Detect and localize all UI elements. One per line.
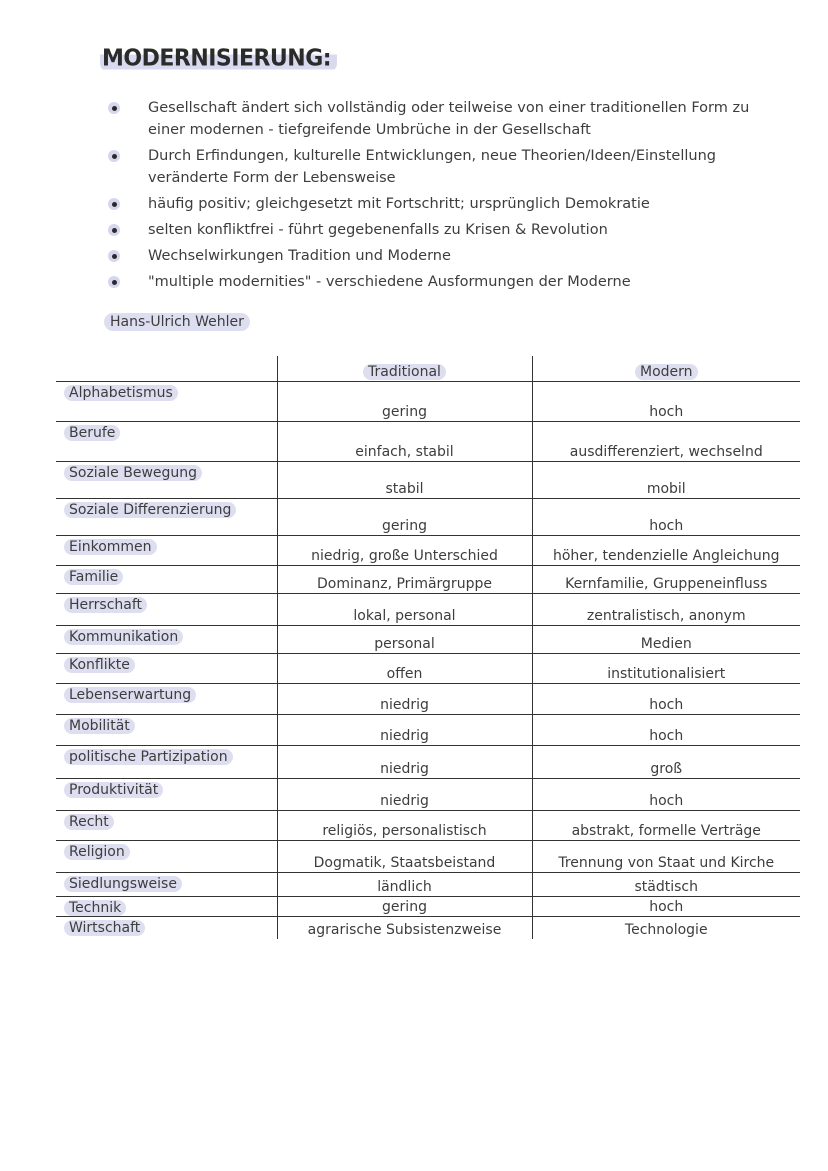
cell-traditional [277, 917, 532, 939]
row-label-text: Soziale Bewegung [64, 465, 202, 481]
cell-traditional-text: lokal, personal [353, 608, 456, 624]
header-traditional-label: Traditional [363, 364, 446, 380]
row-label-text: Lebenserwartung [64, 687, 196, 703]
row-label [56, 779, 277, 811]
bullet-icon [108, 198, 120, 210]
row-label [56, 536, 277, 566]
table-row [56, 422, 800, 462]
row-label [56, 594, 277, 626]
row-label [56, 897, 277, 917]
cell-modern-text: städtisch [634, 879, 698, 895]
cell-traditional-text: offen [386, 666, 423, 682]
row-label [56, 841, 277, 873]
table-row [56, 897, 800, 917]
cell-traditional-text: ländlich [377, 879, 432, 895]
row-label [56, 462, 277, 499]
cell-modern [532, 779, 800, 811]
cell-traditional [277, 536, 532, 566]
cell-modern [532, 626, 800, 654]
cell-modern [532, 566, 800, 594]
table-header-row [56, 356, 800, 382]
cell-traditional-text: gering [382, 518, 427, 534]
cell-modern-text: mobil [646, 481, 686, 497]
cell-modern-text: ausdifferenziert, wechselnd [569, 444, 763, 460]
bullet-text: häufig positiv; gleichgesetzt mit Fortschritt; ursprünglich Demokratie [148, 196, 650, 212]
bullet-text: Wechselwirkungen Tradition und Moderne [148, 248, 451, 264]
table-row [56, 684, 800, 715]
header-empty [56, 356, 277, 382]
row-label-text: Berufe [64, 425, 120, 441]
row-label [56, 382, 277, 422]
cell-modern-text: hoch [649, 518, 684, 534]
bullet-icon [108, 150, 120, 162]
table-row [56, 841, 800, 873]
cell-traditional [277, 715, 532, 746]
row-label-text: Mobilität [64, 718, 135, 734]
cell-modern-text: hoch [649, 697, 684, 713]
row-label [56, 684, 277, 715]
cell-traditional [277, 499, 532, 536]
cell-traditional [277, 841, 532, 873]
cell-traditional [277, 626, 532, 654]
table-row [56, 462, 800, 499]
cell-modern [532, 715, 800, 746]
table-row [56, 917, 800, 939]
cell-traditional [277, 746, 532, 779]
bullet-list [106, 97, 786, 297]
row-label-text: Religion [64, 844, 130, 860]
row-label [56, 811, 277, 841]
author-name: Hans-Ulrich Wehler [104, 313, 250, 331]
row-label [56, 422, 277, 462]
cell-modern [532, 841, 800, 873]
header-traditional [277, 356, 532, 382]
table-row [56, 715, 800, 746]
cell-traditional-text: stabil [385, 481, 424, 497]
row-label-text: Konflikte [64, 657, 135, 673]
table-row [56, 499, 800, 536]
row-label [56, 626, 277, 654]
row-label-text: Recht [64, 814, 114, 830]
table-row [56, 626, 800, 654]
row-label [56, 873, 277, 897]
cell-modern-text: Kernfamilie, Gruppeneinfluss [565, 576, 768, 592]
bullet-text: "multiple modernities" - verschiedene Ausformungen der Moderne [148, 274, 631, 290]
cell-modern [532, 654, 800, 684]
cell-modern-text: zentralistisch, anonym [586, 608, 746, 624]
cell-traditional [277, 654, 532, 684]
cell-modern [532, 594, 800, 626]
cell-traditional-text: niedrig [380, 697, 429, 713]
table-row [56, 654, 800, 684]
row-label [56, 917, 277, 939]
cell-traditional [277, 779, 532, 811]
cell-traditional [277, 594, 532, 626]
table-row [56, 536, 800, 566]
row-label-text: Familie [64, 569, 123, 585]
bullet-text: Gesellschaft ändert sich vollständig oder teilweise von einer traditionellen Form zu einer modernen - tiefgreifende Umbrüche in der Gesellschaft [148, 100, 750, 138]
cell-traditional-text: religiös, personalistisch [322, 823, 487, 839]
cell-traditional [277, 897, 532, 917]
bullet-icon [108, 224, 120, 236]
header-modern-label: Modern [635, 364, 698, 380]
row-label-text: Alphabetismus [64, 385, 178, 401]
row-label-text: politische Partizipation [64, 749, 233, 765]
list-item [106, 97, 786, 141]
cell-modern-text: hoch [649, 728, 684, 744]
cell-traditional [277, 811, 532, 841]
row-label-text: Herrschaft [64, 597, 147, 613]
cell-traditional [277, 566, 532, 594]
bullet-icon [108, 102, 120, 114]
cell-traditional [277, 462, 532, 499]
list-item [106, 245, 786, 267]
cell-modern-text: abstrakt, formelle Verträge [571, 823, 761, 839]
list-item [106, 271, 786, 293]
cell-traditional-text: Dominanz, Primärgruppe [317, 576, 492, 592]
cell-traditional [277, 873, 532, 897]
cell-modern [532, 536, 800, 566]
cell-modern [532, 382, 800, 422]
table-row [56, 594, 800, 626]
row-label [56, 499, 277, 536]
cell-traditional-text: gering [382, 899, 427, 915]
cell-modern [532, 917, 800, 939]
cell-traditional-text: niedrig, große Unterschied [311, 548, 498, 564]
row-label-text: Siedlungsweise [64, 876, 182, 892]
table-row [56, 873, 800, 897]
list-item [106, 219, 786, 241]
row-label-text: Wirtschaft [64, 920, 145, 936]
cell-modern-text: hoch [649, 404, 684, 420]
row-label-text: Technik [64, 900, 126, 916]
cell-modern [532, 811, 800, 841]
cell-traditional-text: einfach, stabil [355, 444, 454, 460]
cell-modern-text: hoch [649, 899, 684, 915]
cell-traditional-text: gering [382, 404, 427, 420]
table-row [56, 746, 800, 779]
list-item [106, 193, 786, 215]
bullet-icon [108, 250, 120, 262]
cell-modern [532, 422, 800, 462]
comparison-table [56, 356, 800, 939]
cell-modern [532, 499, 800, 536]
cell-traditional-text: niedrig [380, 761, 429, 777]
row-label [56, 654, 277, 684]
cell-modern-text: höher, tendenzielle Angleichung [552, 548, 780, 564]
cell-traditional [277, 422, 532, 462]
cell-modern [532, 684, 800, 715]
cell-modern-text: Medien [640, 636, 692, 652]
row-label [56, 566, 277, 594]
cell-traditional-text: agrarische Subsistenzweise [307, 921, 502, 938]
list-item [106, 145, 786, 189]
cell-modern [532, 746, 800, 779]
bullet-text: Durch Erfindungen, kulturelle Entwicklungen, neue Theorien/Ideen/Einstellung veränderte Form der Lebensweise [148, 148, 716, 186]
row-label [56, 746, 277, 779]
cell-traditional-text: personal [374, 636, 435, 652]
bullet-icon [108, 276, 120, 288]
cell-traditional-text: Dogmatik, Staatsbeistand [313, 855, 496, 871]
page-title: MODERNISIERUNG: [100, 43, 337, 71]
row-label [56, 715, 277, 746]
header-modern [532, 356, 800, 382]
table-row [56, 566, 800, 594]
cell-modern-text: institutionalisiert [607, 666, 726, 682]
cell-traditional-text: niedrig [380, 728, 429, 744]
cell-traditional-text: niedrig [380, 793, 429, 809]
cell-modern [532, 873, 800, 897]
cell-traditional [277, 382, 532, 422]
table-row [56, 811, 800, 841]
cell-modern [532, 462, 800, 499]
table-row [56, 382, 800, 422]
cell-modern-text: hoch [649, 793, 684, 809]
row-label-text: Kommunikation [64, 629, 183, 645]
table-row [56, 779, 800, 811]
row-label-text: Produktivität [64, 782, 163, 798]
cell-modern-text: Trennung von Staat und Kirche [558, 855, 775, 871]
bullet-text: selten konfliktfrei - führt gegebenenfalls zu Krisen & Revolution [148, 222, 608, 238]
row-label-text: Soziale Differenzierung [64, 502, 236, 518]
cell-modern-text: groß [650, 761, 683, 777]
cell-traditional [277, 684, 532, 715]
row-label-text: Einkommen [64, 539, 157, 555]
cell-modern-text: Technologie [624, 921, 708, 938]
cell-modern [532, 897, 800, 917]
